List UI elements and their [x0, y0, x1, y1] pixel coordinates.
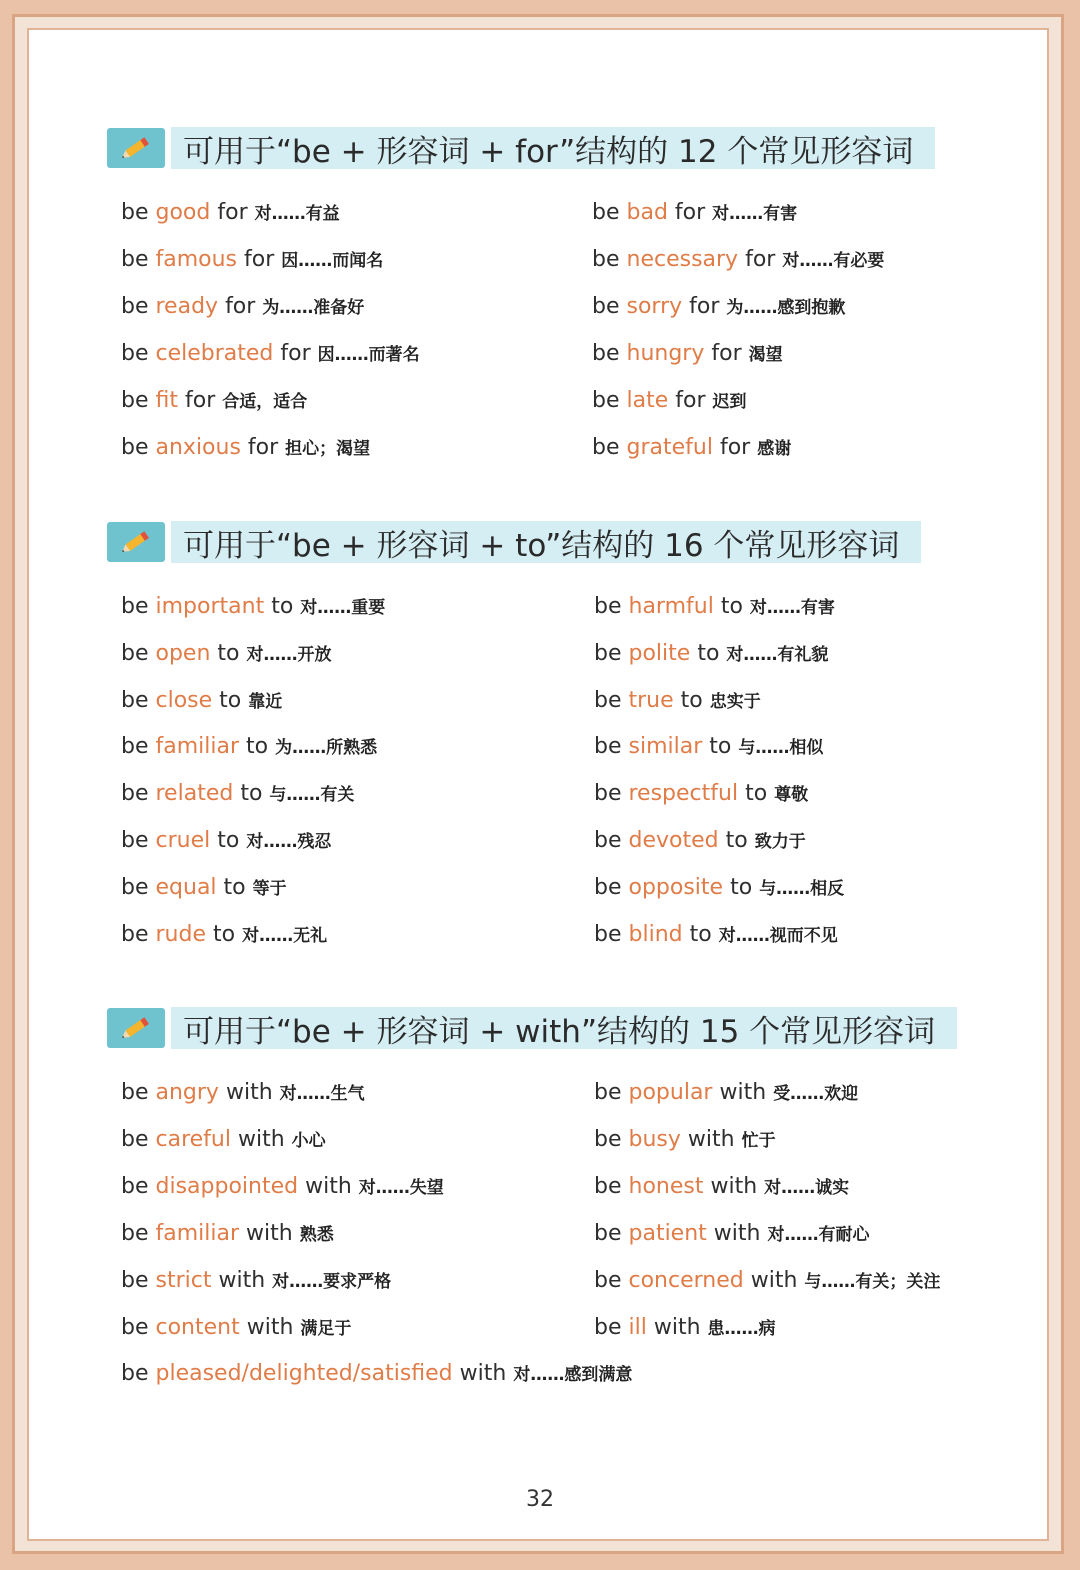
list-item: be familiar to 为……所熟悉	[121, 734, 378, 759]
pencil-icon	[107, 128, 165, 168]
list-item: be true to 忠实于	[594, 688, 761, 713]
list-item: be open to 对……开放	[121, 641, 332, 666]
section-title: 可用于“be + 形容词 + with”结构的 15 个常见形容词	[171, 1007, 957, 1049]
list-item: be careful with 小心	[121, 1127, 326, 1152]
section-header-to	[107, 520, 921, 564]
list-item: be opposite to 与……相反	[594, 875, 845, 900]
list-item: be angry with 对……生气	[121, 1080, 365, 1105]
list-item: be celebrated for 因……而著名	[121, 341, 420, 366]
list-item: be anxious for 担心；渴望	[121, 435, 371, 460]
list-item: be hungry for 渴望	[592, 341, 783, 366]
list-item: be famous for 因……而闻名	[121, 247, 384, 272]
list-item: be bad for 对……有害	[592, 200, 798, 225]
section-title: 可用于“be + 形容词 + to”结构的 16 个常见形容词	[171, 521, 921, 563]
list-item: be ready for 为……准备好	[121, 294, 365, 319]
list-item: be necessary for 对……有必要	[592, 247, 885, 272]
list-item: be close to 靠近	[121, 688, 283, 713]
section-title: 可用于“be + 形容词 + for”结构的 12 个常见形容词	[171, 127, 935, 169]
list-item: be good for 对……有益	[121, 200, 340, 225]
list-item: be familiar with 熟悉	[121, 1221, 334, 1246]
list-item: be equal to 等于	[121, 875, 287, 900]
list-item: be important to 对……重要	[121, 594, 386, 619]
pencil-icon	[107, 1008, 165, 1048]
list-item: be similar to 与……相似	[594, 734, 824, 759]
section-header-with	[107, 1006, 957, 1050]
list-item: be devoted to 致力于	[594, 828, 806, 853]
list-item: be late for 迟到	[592, 388, 747, 413]
list-item: be popular with 受……欢迎	[594, 1080, 859, 1105]
list-item: be content with 满足于	[121, 1315, 352, 1340]
list-item: be respectful to 尊敬	[594, 781, 809, 806]
list-item: be concerned with 与……有关；关注	[594, 1268, 941, 1293]
list-item: be rude to 对……无礼	[121, 922, 328, 947]
list-item: be harmful to 对……有害	[594, 594, 835, 619]
pencil-icon	[107, 522, 165, 562]
page-number: 32	[526, 1487, 554, 1512]
list-item: be cruel to 对……残忍	[121, 828, 332, 853]
list-item: be sorry for 为……感到抱歉	[592, 294, 846, 319]
list-item: be related to 与……有关	[121, 781, 355, 806]
list-item: be patient with 对……有耐心	[594, 1221, 870, 1246]
list-item: be busy with 忙于	[594, 1127, 776, 1152]
list-item: be fit for 合适，适合	[121, 388, 308, 413]
list-item: be honest with 对……诚实	[594, 1174, 850, 1199]
list-item: be polite to 对……有礼貌	[594, 641, 829, 666]
list-item: be blind to 对……视而不见	[594, 922, 838, 947]
list-item: be grateful for 感谢	[592, 435, 792, 460]
list-item: be pleased/delighted/satisfied with 对……感到满意	[121, 1361, 633, 1386]
list-item: be ill with 患……病	[594, 1315, 776, 1340]
list-item: be strict with 对……要求严格	[121, 1268, 392, 1293]
list-item: be disappointed with 对……失望	[121, 1174, 444, 1199]
section-header-for	[107, 126, 935, 170]
